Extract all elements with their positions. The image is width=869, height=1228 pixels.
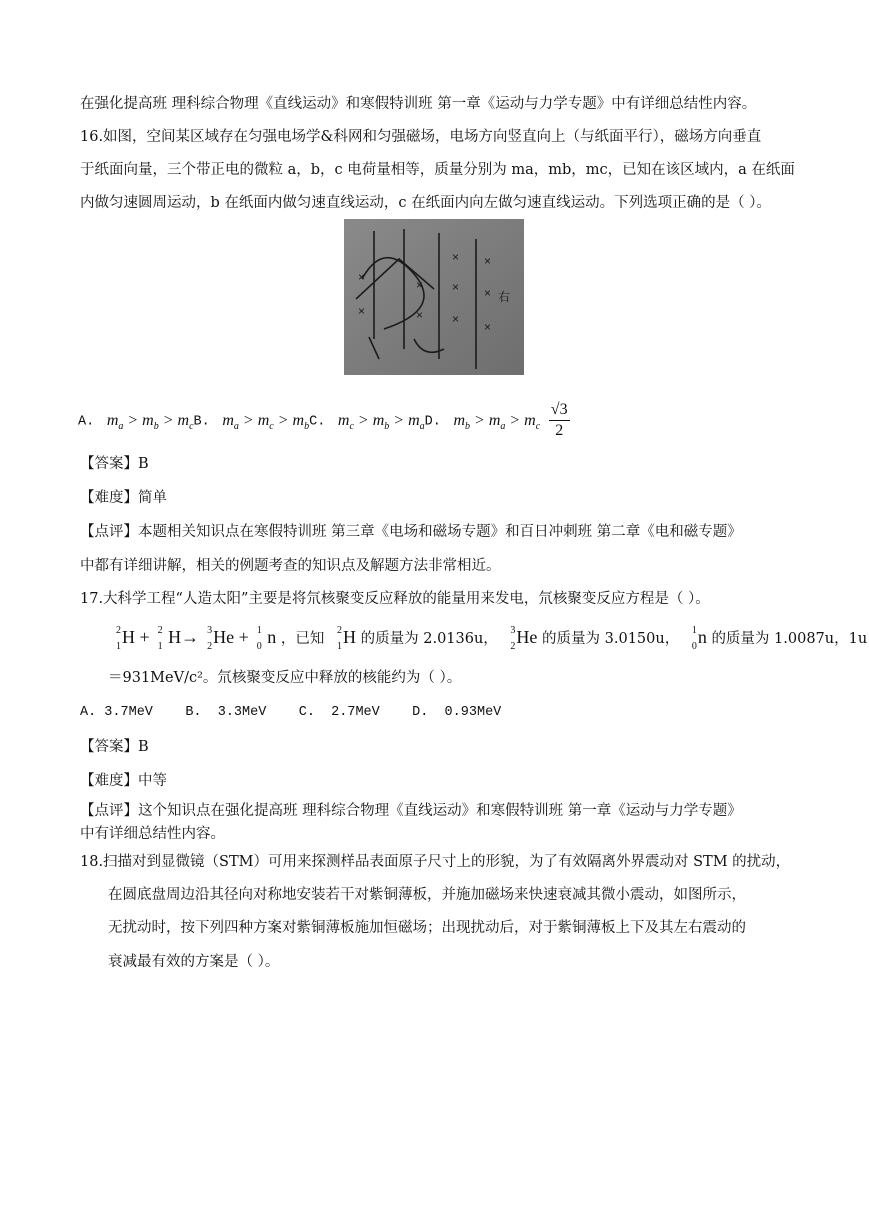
q17-options: A. 3.7MeV B. 3.3MeV C. 2.7MeV D. 0.93MeV	[80, 705, 502, 720]
svg-text:×: ×	[484, 254, 492, 268]
q17-comment-2: 中有详细总结性内容。	[80, 826, 225, 842]
q16-line-3: 内做匀速圆周运动，b 在纸面内做匀速直线运动，c 在纸面内向左做匀速直线运动。下列选项正确的是（ ）。	[80, 195, 771, 211]
svg-text:×: ×	[358, 304, 366, 318]
q17-equation-line: 2 1 H + 2 1 H→ 3 2 He + 1 0 n ，已知 2 1 H 的质量为 2.0136u， 3 2 He 的质量为 3.0150u， 1 0 n 的质量为 1.0087u，1u	[116, 625, 868, 652]
q18-line-1: 18.扫描对到显微镜（STM）可用来探测样品表面原子尺寸上的形貌，为了有效隔离外界震动对 STM 的扰动，	[80, 854, 791, 870]
q18-line-2: 在圆底盘周边沿其径向对称地安装若干对紫铜薄板，并施加磁场来快速衰减其微小震动，如图所示，	[108, 887, 746, 903]
q17-answer: 【答案】B	[80, 739, 149, 755]
q18-line-4: 衰减最有效的方案是（ ）。	[108, 954, 280, 970]
svg-text:×: ×	[484, 286, 492, 300]
q16-difficulty: 【难度】简单	[80, 490, 167, 506]
q16-line-1: 16.如图，空间某区域存在匀强电场学&科网和匀强磁场，电场方向竖直向上（与纸面平行），磁场方向垂直	[80, 129, 762, 145]
q17-eq-text-2: 的质量为 2.0136u，	[360, 631, 498, 647]
intro-line: 在强化提高班 理科综合物理《直线运动》和寒假特训班 第一章《运动与力学专题》中有详细总结性内容。	[80, 96, 757, 112]
option-b-label: B.	[193, 414, 210, 430]
svg-text:×: ×	[452, 280, 460, 294]
figure-label-right: 右	[498, 290, 511, 304]
q17-eq-text-4: 的质量为 1.0087u，1u	[711, 631, 868, 647]
svg-text:×: ×	[416, 308, 424, 322]
q17-line-3: ＝931MeV/c²。氘核聚变反应中释放的核能约为（ ）。	[108, 670, 462, 686]
svg-text:×: ×	[358, 270, 366, 284]
option-a-label: A.	[78, 414, 95, 430]
q16-options: A. $m_a > m_b > m_cB$. $m_a > m_c > m_bC$. $m_c > m_b > m_aD$. $m_b > m_a > m_c$ $\frac{√3}{2}$	[78, 401, 568, 439]
q16-line-2: 于纸面向量，三个带正电的微粒 a，b，c 电荷量相等，质量分别为 ma，mb，mc，已知在该区域内，a 在纸面	[80, 162, 795, 178]
q17-line-1: 17.大科学工程“人造太阳”主要是将氘核聚变反应释放的能量用来发电，氘核聚变反应方程是（ ）。	[80, 591, 710, 607]
svg-text:×: ×	[416, 278, 424, 292]
sqrt3-over-2: $\frac{√3}{2}$	[550, 401, 568, 439]
q16-comment-2: 中都有详细讲解，相关的例题考查的知识点及解题方法非常相近。	[80, 558, 501, 574]
option-c-label: C.	[309, 414, 326, 430]
svg-text:×: ×	[452, 250, 460, 264]
q16-comment-1: 【点评】本题相关知识点在寒假特训班 第三章《电场和磁场专题》和百日冲刺班 第二章《电和磁专题》	[80, 524, 742, 540]
q17-comment-1: 【点评】这个知识点在强化提高班 理科综合物理《直线运动》和寒假特训班 第一章《运动与力学专题》	[80, 803, 742, 819]
q17-difficulty: 【难度】中等	[80, 773, 167, 789]
option-d-label: D.	[424, 414, 441, 430]
svg-text:×: ×	[452, 312, 460, 326]
q17-eq-text-3: 的质量为 3.0150u，	[542, 631, 680, 647]
svg-text:×: ×	[484, 320, 492, 334]
q16-answer: 【答案】B	[80, 456, 149, 472]
q18-line-3: 无扰动时，按下列四种方案对紫铜薄板施加恒磁场；出现扰动后，对于紫铜薄板上下及其左右震动的	[108, 920, 746, 936]
field-diagram-photo	[344, 219, 524, 375]
q17-eq-text-1: ，已知	[280, 631, 325, 647]
